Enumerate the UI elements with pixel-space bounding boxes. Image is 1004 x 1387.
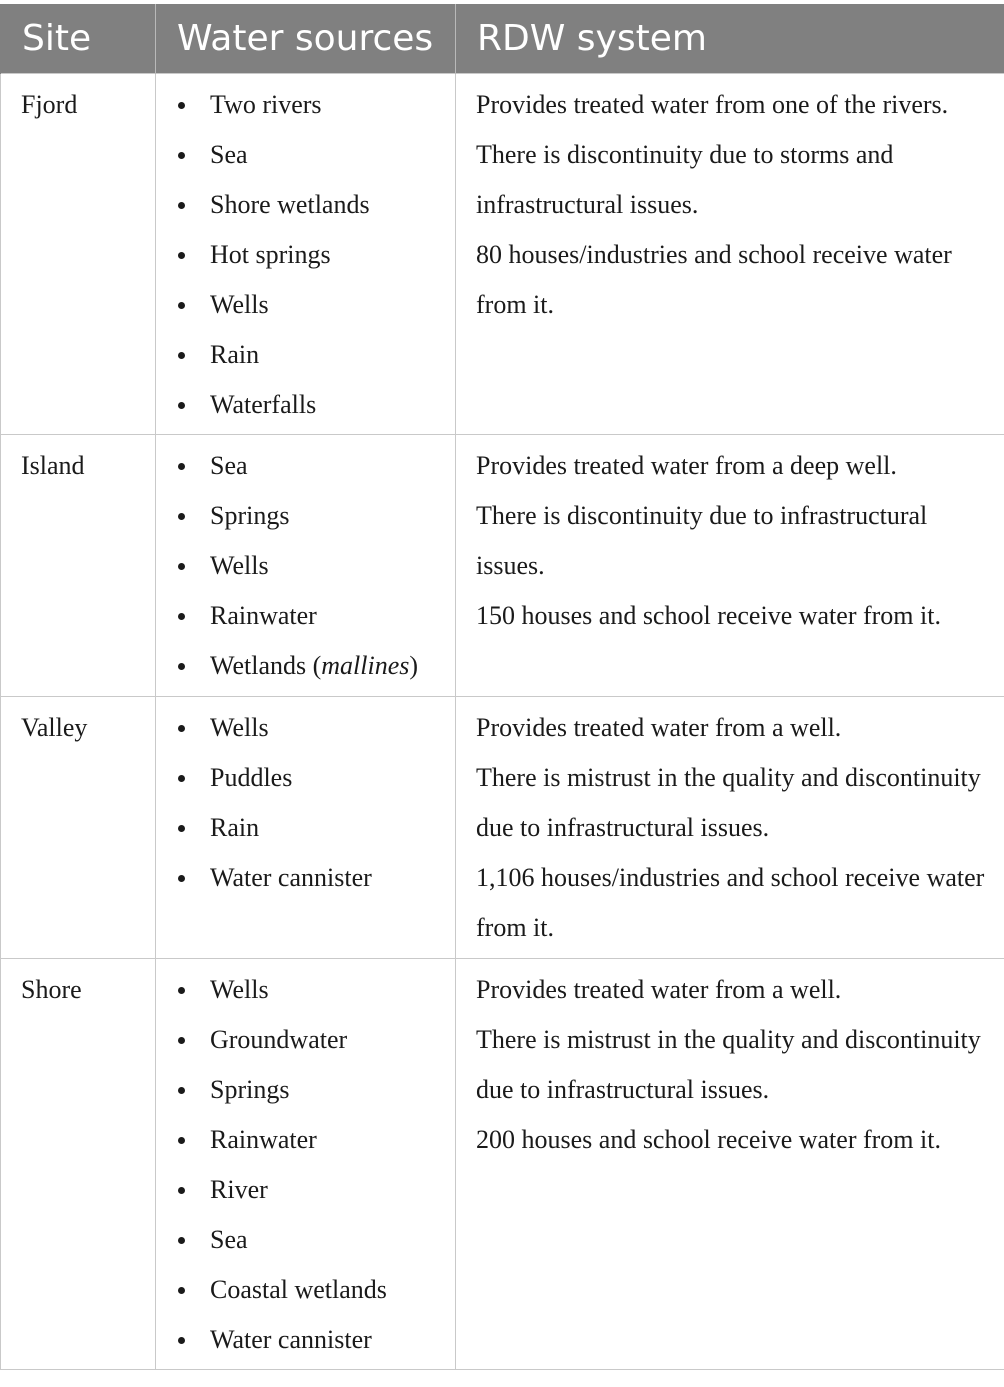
bullet-icon (178, 352, 185, 359)
rdw-line: 150 houses and school receive water from it. (476, 601, 941, 630)
rdw-line: 80 houses/industries and school receive water from it. (476, 240, 952, 319)
bullet-icon (178, 1337, 185, 1344)
list-item (178, 965, 455, 1015)
header-rdw-system: RDW system (456, 4, 1004, 74)
source-label: Wells (210, 290, 269, 319)
source-label: Shore wetlands (210, 190, 370, 219)
bullet-icon (178, 402, 185, 409)
rdw-line: Provides treated water from a well. (476, 713, 842, 742)
source-label: Hot springs (210, 240, 331, 269)
source-label: Two rivers (210, 90, 322, 119)
list-item (178, 130, 455, 180)
list-item (178, 753, 455, 803)
water-sources-cell (156, 959, 456, 1370)
bullet-icon (178, 825, 185, 832)
bullet-icon (178, 1087, 185, 1094)
list-item (178, 541, 455, 591)
bullet-icon (178, 1037, 185, 1044)
list-item (178, 641, 455, 691)
bullet-icon (178, 563, 185, 570)
table-header (1, 4, 1004, 74)
source-label: Rainwater (210, 1125, 317, 1154)
bullet-icon (178, 513, 185, 520)
list-item (178, 803, 455, 853)
rdw-line: There is mistrust in the quality and discontinuity due to infrastructural issues. (476, 763, 981, 842)
table-row (1, 435, 1004, 697)
list-item (178, 1215, 455, 1265)
bullet-icon (178, 875, 185, 882)
site-cell: Fjord (1, 74, 156, 435)
list-item (178, 591, 455, 641)
source-label: Wetlands ( (210, 651, 322, 680)
rdw-line: There is discontinuity due to infrastructural issues. (476, 501, 928, 580)
bullet-icon (178, 152, 185, 159)
source-label: River (210, 1175, 268, 1204)
water-sources-cell (156, 435, 456, 697)
rdw-line: There is mistrust in the quality and discontinuity due to infrastructural issues. (476, 1025, 981, 1104)
header-water-sources: Water sources (156, 4, 456, 74)
rdw-system-cell (456, 959, 1004, 1370)
bullet-icon (178, 987, 185, 994)
water-sources-list (178, 80, 455, 430)
list-item (178, 380, 455, 430)
bullet-icon (178, 1137, 185, 1144)
table-row (1, 74, 1004, 435)
list-item (178, 230, 455, 280)
list-item (178, 1165, 455, 1215)
source-label: Sea (210, 140, 248, 169)
list-item (178, 1065, 455, 1115)
list-item (178, 1115, 455, 1165)
bullet-icon (178, 663, 185, 670)
rdw-line: 1,106 houses/industries and school receive water from it. (476, 863, 985, 942)
source-label-italic: mallines (321, 651, 410, 680)
list-item (178, 80, 455, 130)
rdw-system-cell (456, 697, 1004, 959)
list-item (178, 330, 455, 380)
water-sources-cell (156, 697, 456, 959)
water-sources-list (178, 965, 455, 1365)
bullet-icon (178, 463, 185, 470)
bullet-icon (178, 302, 185, 309)
water-sources-list (178, 441, 455, 691)
table-row (1, 697, 1004, 959)
bullet-icon (178, 1237, 185, 1244)
site-cell: Shore (1, 959, 156, 1370)
source-label: Springs (210, 1075, 290, 1104)
source-label: Rain (210, 340, 260, 369)
bullet-icon (178, 1187, 185, 1194)
source-label: Wells (210, 713, 269, 742)
source-label: Waterfalls (210, 390, 317, 419)
water-sources-table (0, 4, 1004, 1370)
rdw-line: Provides treated water from one of the rivers. (476, 90, 949, 119)
list-item (178, 1315, 455, 1365)
bullet-icon (178, 102, 185, 109)
water-sources-list (178, 703, 455, 903)
source-label: Sea (210, 451, 248, 480)
list-item (178, 703, 455, 753)
bullet-icon (178, 725, 185, 732)
header-row (1, 4, 1004, 74)
source-label: Wells (210, 975, 269, 1004)
source-label: Water cannister (210, 863, 372, 892)
list-item (178, 180, 455, 230)
site-cell: Island (1, 435, 156, 697)
bullet-icon (178, 252, 185, 259)
source-label: Puddles (210, 763, 293, 792)
source-label: Rain (210, 813, 260, 842)
table-row (1, 959, 1004, 1370)
list-item (178, 1015, 455, 1065)
rdw-line: Provides treated water from a well. (476, 975, 842, 1004)
source-label: Wells (210, 551, 269, 580)
water-sources-cell (156, 74, 456, 435)
list-item (178, 441, 455, 491)
source-label-suffix: ) (409, 651, 419, 680)
source-label: Groundwater (210, 1025, 348, 1054)
rdw-line: There is discontinuity due to storms and infrastructural issues. (476, 140, 894, 219)
source-label: Springs (210, 501, 290, 530)
bullet-icon (178, 202, 185, 209)
rdw-system-cell (456, 435, 1004, 697)
list-item (178, 1265, 455, 1315)
source-label: Water cannister (210, 1325, 372, 1354)
rdw-line: Provides treated water from a deep well. (476, 451, 897, 480)
header-site: Site (1, 4, 156, 74)
bullet-icon (178, 775, 185, 782)
rdw-system-cell (456, 74, 1004, 435)
source-label: Coastal wetlands (210, 1275, 387, 1304)
bullet-icon (178, 613, 185, 620)
list-item (178, 491, 455, 541)
source-label: Rainwater (210, 601, 317, 630)
list-item (178, 853, 455, 903)
rdw-line: 200 houses and school receive water from it. (476, 1125, 941, 1154)
source-label: Sea (210, 1225, 248, 1254)
bullet-icon (178, 1287, 185, 1294)
list-item (178, 280, 455, 330)
site-cell: Valley (1, 697, 156, 959)
